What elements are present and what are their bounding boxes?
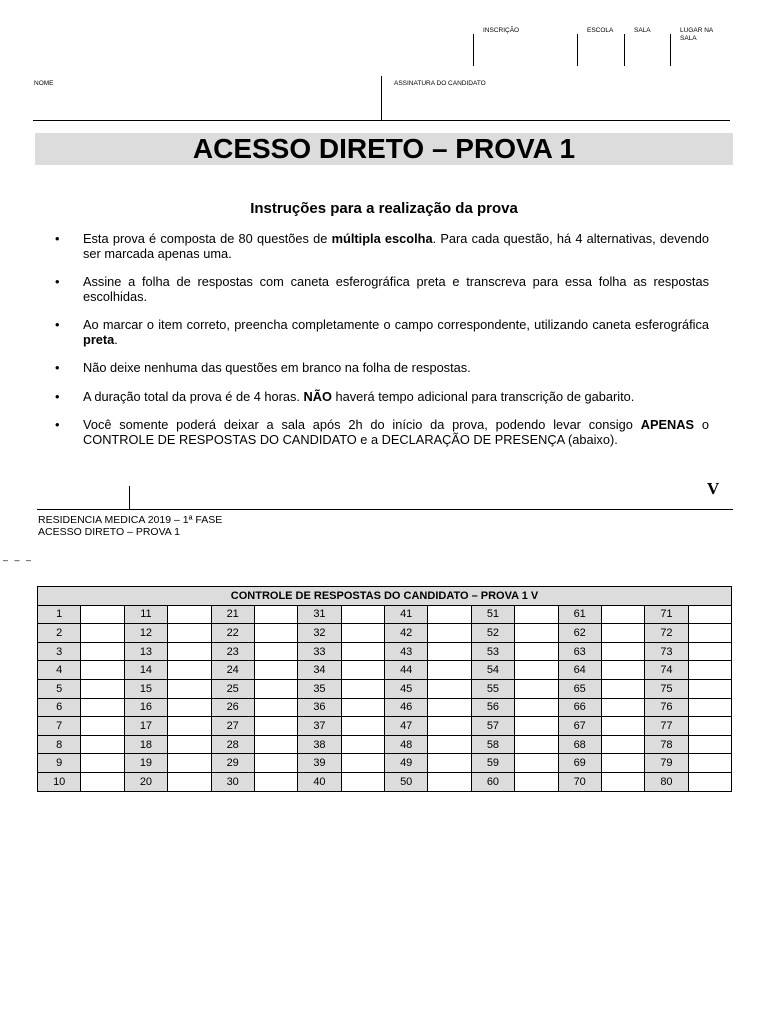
question-number: 20 (124, 772, 167, 791)
escola-label: ESCOLA (587, 27, 614, 34)
question-number: 9 (38, 754, 81, 773)
answer-box[interactable] (168, 698, 211, 717)
question-number: 74 (645, 661, 688, 680)
question-number: 43 (385, 642, 428, 661)
inscricao-label: INSCRIÇÃO (483, 27, 520, 34)
question-number: 78 (645, 735, 688, 754)
answer-box[interactable] (601, 679, 644, 698)
question-number: 66 (558, 698, 601, 717)
question-number: 47 (385, 717, 428, 736)
answer-box[interactable] (254, 772, 297, 791)
question-number: 24 (211, 661, 254, 680)
question-number: 28 (211, 735, 254, 754)
question-number: 52 (471, 624, 514, 643)
question-number: 73 (645, 642, 688, 661)
instruction-text-post: . (114, 331, 118, 347)
question-number: 22 (211, 624, 254, 643)
answer-box[interactable] (81, 679, 124, 698)
answer-box[interactable] (168, 772, 211, 791)
question-number: 50 (385, 772, 428, 791)
answer-box[interactable] (515, 717, 558, 736)
answer-box[interactable] (601, 661, 644, 680)
answer-box[interactable] (168, 661, 211, 680)
answer-box[interactable] (428, 772, 471, 791)
answer-box[interactable] (688, 642, 731, 661)
answer-box[interactable] (428, 754, 471, 773)
table-row (38, 698, 732, 717)
answer-box[interactable] (341, 661, 384, 680)
question-number: 45 (385, 679, 428, 698)
answer-box[interactable] (688, 679, 731, 698)
answer-box[interactable] (81, 605, 124, 624)
answer-box[interactable] (428, 698, 471, 717)
question-number: 19 (124, 754, 167, 773)
question-number: 49 (385, 754, 428, 773)
question-number: 16 (124, 698, 167, 717)
answer-box[interactable] (515, 661, 558, 680)
answer-box[interactable] (168, 735, 211, 754)
question-number: 35 (298, 679, 341, 698)
question-number: 32 (298, 624, 341, 643)
question-number: 11 (124, 605, 167, 624)
question-number: 36 (298, 698, 341, 717)
instruction-text-bold: APENAS (640, 417, 695, 432)
question-number: 10 (38, 772, 81, 791)
escola-divider (577, 34, 578, 66)
bullet-dot: • (55, 360, 60, 375)
assinatura-label: ASSINATURA DO CANDIDATO (394, 80, 486, 87)
question-number: 71 (645, 605, 688, 624)
answer-box[interactable] (254, 642, 297, 661)
question-number: 4 (38, 661, 81, 680)
inscricao-divider (473, 34, 474, 66)
question-number: 46 (385, 698, 428, 717)
answer-box[interactable] (515, 679, 558, 698)
assinatura-divider (381, 76, 382, 120)
answer-box[interactable] (688, 698, 731, 717)
instruction-text-post: . Para cada questão, há 4 alternativas, devendo ser marcada apenas uma. (83, 231, 709, 261)
instruction-item (55, 318, 709, 347)
question-number: 23 (211, 642, 254, 661)
answer-box[interactable] (81, 772, 124, 791)
instruction-text-pre: Não deixe nenhuma das questões em branco na folha de respostas. (83, 360, 471, 375)
instruction-item (55, 275, 709, 304)
question-number: 42 (385, 624, 428, 643)
answer-box[interactable] (168, 679, 211, 698)
question-number: 54 (471, 661, 514, 680)
answer-box[interactable] (515, 735, 558, 754)
answer-box[interactable] (601, 717, 644, 736)
question-number: 51 (471, 605, 514, 624)
table-row (38, 661, 732, 680)
answer-box[interactable] (341, 772, 384, 791)
answer-box[interactable] (515, 605, 558, 624)
answer-box[interactable] (254, 698, 297, 717)
question-number: 7 (38, 717, 81, 736)
answer-box[interactable] (341, 754, 384, 773)
question-number: 57 (471, 717, 514, 736)
answer-box[interactable] (168, 642, 211, 661)
answer-box[interactable] (601, 698, 644, 717)
answer-box[interactable] (81, 642, 124, 661)
answer-box[interactable] (428, 735, 471, 754)
question-number: 62 (558, 624, 601, 643)
answer-box[interactable] (81, 624, 124, 643)
table-row (38, 717, 732, 736)
question-number: 21 (211, 605, 254, 624)
question-number: 31 (298, 605, 341, 624)
bullet-dot: • (55, 274, 60, 289)
instruction-text-bold: múltipla escolha (331, 231, 433, 246)
answer-box[interactable] (254, 679, 297, 698)
lugar-label: LUGAR NA SALA (680, 27, 713, 42)
question-number: 6 (38, 698, 81, 717)
question-number: 80 (645, 772, 688, 791)
table-row (38, 642, 732, 661)
answer-box[interactable] (428, 605, 471, 624)
question-number: 29 (211, 754, 254, 773)
table-row (38, 605, 732, 624)
question-number: 53 (471, 642, 514, 661)
control-table-title: CONTROLE DE RESPOSTAS DO CANDIDATO – PROVA 1 V (38, 587, 732, 606)
answer-box[interactable] (515, 624, 558, 643)
answer-box[interactable] (341, 717, 384, 736)
question-number: 12 (124, 624, 167, 643)
answer-box[interactable] (428, 717, 471, 736)
question-number: 44 (385, 661, 428, 680)
answer-box[interactable] (168, 717, 211, 736)
question-number: 38 (298, 735, 341, 754)
footer-line (37, 509, 733, 510)
version-mark: V (707, 479, 720, 498)
footer-divider (129, 486, 130, 509)
instruction-text-bold: preta (83, 331, 115, 347)
answer-box[interactable] (688, 754, 731, 773)
footer-line2: ACESSO DIRETO – PROVA 1 (38, 526, 180, 538)
page-title: ACESSO DIRETO – PROVA 1 (35, 133, 733, 165)
question-number: 72 (645, 624, 688, 643)
answer-box[interactable] (428, 661, 471, 680)
question-number: 77 (645, 717, 688, 736)
answer-box[interactable] (254, 624, 297, 643)
answer-box[interactable] (341, 735, 384, 754)
question-number: 60 (471, 772, 514, 791)
answer-box[interactable] (688, 661, 731, 680)
question-number: 58 (471, 735, 514, 754)
question-number: 26 (211, 698, 254, 717)
instruction-text-pre: Você somente poderá deixar a sala após 2h do início da prova, podendo levar consigo (83, 417, 641, 432)
table-row (38, 754, 732, 773)
answer-box[interactable] (341, 698, 384, 717)
lugar-divider (670, 34, 671, 66)
answer-box[interactable] (428, 642, 471, 661)
question-number: 25 (211, 679, 254, 698)
instructions-list (55, 232, 709, 461)
question-number: 39 (298, 754, 341, 773)
question-number: 3 (38, 642, 81, 661)
question-number: 37 (298, 717, 341, 736)
instruction-text-pre: Assine a folha de respostas com caneta esferográfica preta e transcreva para essa folha as respostas escolhidas. (83, 274, 709, 304)
answer-box[interactable] (601, 772, 644, 791)
answer-box[interactable] (601, 605, 644, 624)
answer-box[interactable] (254, 754, 297, 773)
instruction-text-bold: NÃO (303, 388, 332, 404)
question-number: 1 (38, 605, 81, 624)
question-number: 40 (298, 772, 341, 791)
question-number: 2 (38, 624, 81, 643)
nome-label: NOME (34, 80, 54, 87)
answer-box[interactable] (254, 605, 297, 624)
instruction-item (55, 390, 709, 405)
answer-box[interactable] (341, 624, 384, 643)
instruction-item (55, 418, 709, 447)
instruction-item (55, 361, 709, 376)
answer-box[interactable] (688, 735, 731, 754)
answer-box[interactable] (341, 679, 384, 698)
question-number: 61 (558, 605, 601, 624)
answer-box[interactable] (601, 735, 644, 754)
question-number: 17 (124, 717, 167, 736)
answer-box[interactable] (601, 624, 644, 643)
answer-box[interactable] (81, 698, 124, 717)
answer-box[interactable] (254, 735, 297, 754)
table-row (38, 772, 732, 791)
answer-box[interactable] (254, 661, 297, 680)
answer-box[interactable] (168, 605, 211, 624)
answer-box[interactable] (81, 735, 124, 754)
answer-box[interactable] (515, 642, 558, 661)
table-row (38, 735, 732, 754)
question-number: 79 (645, 754, 688, 773)
answer-box[interactable] (341, 605, 384, 624)
instruction-text-pre: A duração total da prova é de 4 horas. (83, 388, 304, 404)
question-number: 18 (124, 735, 167, 754)
sala-divider (624, 34, 625, 66)
question-number: 34 (298, 661, 341, 680)
answer-box[interactable] (81, 661, 124, 680)
bullet-dot: • (55, 388, 60, 404)
question-number: 48 (385, 735, 428, 754)
answer-box[interactable] (688, 772, 731, 791)
answer-box[interactable] (601, 754, 644, 773)
answer-box[interactable] (515, 698, 558, 717)
table-row (38, 679, 732, 698)
question-number: 41 (385, 605, 428, 624)
answer-box[interactable] (168, 624, 211, 643)
bullet-dot: • (55, 317, 60, 332)
question-number: 55 (471, 679, 514, 698)
question-number: 76 (645, 698, 688, 717)
answer-box[interactable] (428, 624, 471, 643)
answer-box[interactable] (168, 754, 211, 773)
cut-line: – – – (3, 555, 34, 565)
bullet-dot: • (55, 231, 60, 246)
question-number: 75 (645, 679, 688, 698)
instruction-text-pre: Esta prova é composta de 80 questões de (83, 231, 332, 246)
answer-box[interactable] (515, 772, 558, 791)
question-number: 8 (38, 735, 81, 754)
answer-box[interactable] (601, 642, 644, 661)
header-bottom-line (33, 120, 730, 121)
question-number: 5 (38, 679, 81, 698)
answer-box[interactable] (688, 605, 731, 624)
answer-box[interactable] (254, 717, 297, 736)
instructions-heading: Instruções para a realização da prova (250, 200, 518, 217)
question-number: 64 (558, 661, 601, 680)
question-number: 14 (124, 661, 167, 680)
question-number: 68 (558, 735, 601, 754)
question-number: 67 (558, 717, 601, 736)
answer-box[interactable] (688, 624, 731, 643)
question-number: 15 (124, 679, 167, 698)
instruction-text-post: o CONTROLE DE RESPOSTAS DO CANDIDATO e a DECLARAÇÃO DE PRESENÇA (abaixo). (83, 417, 709, 447)
question-number: 70 (558, 772, 601, 791)
question-number: 65 (558, 679, 601, 698)
question-number: 56 (471, 698, 514, 717)
answer-box[interactable] (81, 754, 124, 773)
answer-box[interactable] (81, 717, 124, 736)
instruction-text-pre: Ao marcar o item correto, preencha completamente o campo correspondente, utilizando caneta esferográfica (83, 317, 709, 332)
footer-line1: RESIDENCIA MEDICA 2019 – 1ª FASE (38, 514, 223, 526)
instruction-item (55, 232, 709, 261)
question-number: 63 (558, 642, 601, 661)
bullet-dot: • (55, 417, 60, 432)
instruction-text-post: haverá tempo adicional para transcrição de gabarito. (331, 388, 635, 404)
question-number: 33 (298, 642, 341, 661)
answer-control-table (37, 586, 732, 792)
question-number: 30 (211, 772, 254, 791)
question-number: 69 (558, 754, 601, 773)
answer-box[interactable] (688, 717, 731, 736)
question-number: 13 (124, 642, 167, 661)
answer-box[interactable] (428, 679, 471, 698)
answer-box[interactable] (515, 754, 558, 773)
question-number: 27 (211, 717, 254, 736)
answer-box[interactable] (341, 642, 384, 661)
table-row (38, 624, 732, 643)
sala-label: SALA (634, 27, 651, 34)
question-number: 59 (471, 754, 514, 773)
